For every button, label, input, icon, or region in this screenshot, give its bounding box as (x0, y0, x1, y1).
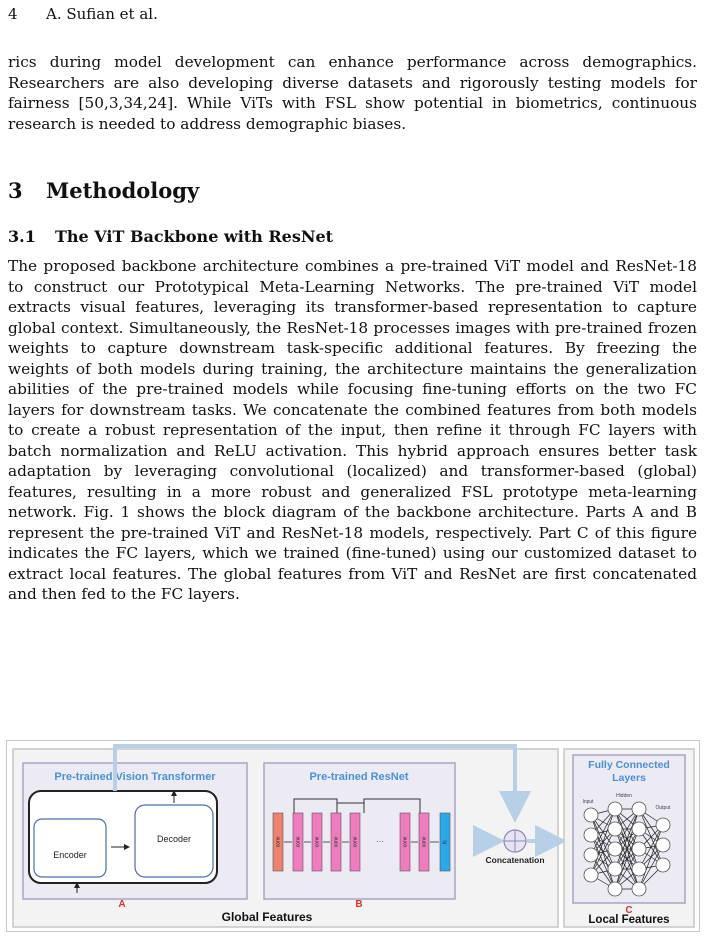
fc-title-line1: Fully Connected (588, 759, 670, 771)
nn-neuron (608, 822, 622, 836)
nn-neuron (584, 868, 598, 882)
subsection-title: The ViT Backbone with ResNet (55, 227, 334, 246)
layer-label: conv (275, 836, 282, 848)
part-b-label: B (355, 899, 363, 910)
local-features-label: Local Features (588, 914, 670, 926)
nn-neuron (632, 822, 646, 836)
part-c-label: C (625, 905, 633, 916)
nn-neuron (608, 842, 622, 856)
global-features-label: Global Features (221, 910, 313, 924)
encoder-box (34, 819, 106, 877)
layer-ellipsis: ··· (376, 837, 384, 846)
backbone-architecture-figure (6, 740, 700, 932)
intro-paragraph: rics during model development can enhance performance across demographics. Researchers are also developing diverse datasets and rigorously testing models for fairness [50,3,34,24]. While ViTs with FSL show potential in biometrics, continuous research is needed to address demographic biases. (8, 53, 697, 133)
nn-neuron (584, 808, 598, 822)
page-header (8, 5, 158, 23)
nn-neuron (656, 818, 670, 832)
decoder-label: Decoder (156, 834, 192, 844)
nn-output-label: Output (655, 805, 671, 811)
nn-input-label: Input (582, 799, 594, 805)
nn-neuron (632, 862, 646, 876)
fc-title-line2: Layers (612, 772, 646, 784)
nn-neuron (584, 848, 598, 862)
nn-neuron (608, 882, 622, 896)
subsection-number: 3.1 (8, 227, 36, 246)
nn-neuron (632, 882, 646, 896)
vit-title: Pre-trained Vision Transformer (54, 771, 216, 783)
nn-neuron (608, 862, 622, 876)
layer-label: fc (442, 840, 449, 844)
encoder-label: Encoder (53, 850, 87, 860)
concatenation-label: Concatenation (485, 855, 545, 865)
layer-label: conv (402, 836, 409, 848)
running-authors: A. Sufian et al. (46, 5, 158, 23)
nn-neuron (632, 802, 646, 816)
body-paragraph: The proposed backbone architecture combines a pre-trained ViT model and ResNet-18 to construct our Prototypical Meta-Learning Networks. The pre-trained ViT model extracts visual features, leveraging its transformer-based representation to capture global context. Simultaneously, the ResNet-18 processes images with pre-trained frozen weights to capture downstream task-specific additional features. By freezing the weights of both models during training, the architecture maintains the generalization abilities of the pre-trained models while focusing fine-tuning efforts on the two FC layers for downstream tasks. We concatenate the combined features from both models to create a robust representation of the input, then refine it through FC layers with batch normalization and ReLU activation. This hybrid approach ensures better task adaptation by leveraging convolutional (localized) and transformer-based (global) features, resulting in a more robust and generalized FSL prototype meta-learning network. Fig. 1 shows the block diagram of the backbone architecture. Parts A and B represent the pre-trained ViT and ResNet-18 models, respectively. Part C of this figure indicates the FC layers, which we trained (fine-tuned) using our customized dataset to extract local features. The global features from ViT and ResNet are first concatenated and then fed to the FC layers. (8, 257, 697, 603)
layer-label: conv (295, 836, 302, 848)
layer-label: conv (314, 836, 321, 848)
nn-neuron (632, 842, 646, 856)
section-number: 3 (8, 178, 23, 203)
layer-label: conv (421, 836, 428, 848)
section-title: Methodology (46, 178, 200, 203)
nn-neuron (608, 802, 622, 816)
section-heading (8, 178, 199, 203)
nn-hidden-label: Hidden (616, 793, 632, 799)
figure-diagram (7, 741, 699, 931)
nn-neuron (656, 838, 670, 852)
part-a-label: A (118, 899, 126, 910)
layer-label: conv (333, 836, 340, 848)
layer-label: conv (352, 836, 359, 848)
resnet-title: Pre-trained ResNet (309, 771, 409, 783)
nn-neuron (656, 858, 670, 872)
nn-neuron (584, 828, 598, 842)
subsection-heading (8, 227, 333, 246)
page-number: 4 (8, 5, 18, 23)
